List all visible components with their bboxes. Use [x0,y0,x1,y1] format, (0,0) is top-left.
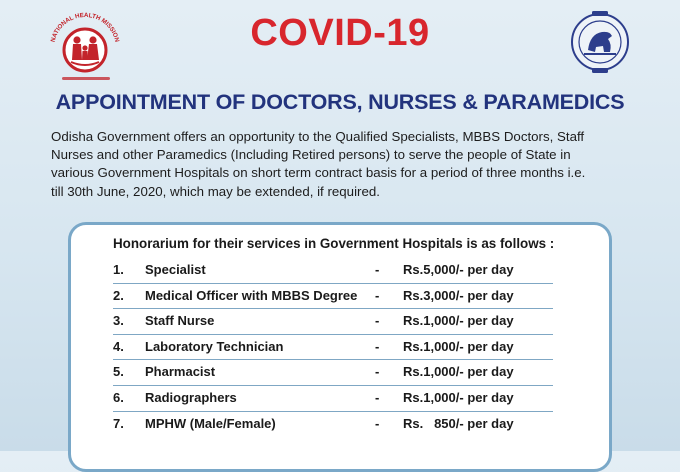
row-separator: - [375,364,380,380]
row-post: Pharmacist [145,364,216,380]
table-row [113,309,553,335]
table-row [113,386,553,412]
page-title: COVID-19 [250,12,430,54]
row-post: Medical Officer with MBBS Degree [145,287,358,303]
row-separator: - [375,415,380,431]
row-rate: Rs.5,000/- per day [403,262,514,277]
row-separator: - [375,338,380,354]
row-number: 1. [113,262,124,277]
svg-text:NATIONAL HEALTH MISSION: NATIONAL HEALTH MISSION [49,11,121,43]
table-row [113,335,553,361]
intro-line: Odisha Government offers an opportunity to the Qualified Specialists, MBBS Doctors, Staff [51,129,585,144]
row-separator: - [375,389,380,405]
row-post: MPHW (Male/Female) [145,415,276,431]
row-rate: Rs.1,000/- per day [403,364,514,380]
row-rate: Rs.3,000/- per day [403,287,514,303]
intro-line: various Government Hospitals on short term contract basis for a period of three months i.e. [51,165,586,181]
row-number: 4. [113,338,124,354]
row-rate: Rs.1,000/- per day [403,389,514,405]
row-rate: Rs.1,000/- per day [403,338,514,354]
row-separator: - [375,287,380,303]
table-row [113,360,553,386]
row-rate: Rs.1,000/- per day [403,313,514,329]
honorarium-heading: Honorarium for their services in Government Hospitals is as follows : [113,236,555,251]
row-number: 6. [113,389,124,405]
page-subtitle: APPOINTMENT OF DOCTORS, NURSES & PARAMEDICS [55,90,625,114]
row-post: Radiographers [145,389,237,405]
nhm-local-text [54,74,118,84]
row-number: 5. [113,364,124,380]
intro-line: till 30th June, 2020, which may be extended, if required. [51,183,380,199]
intro-line: Nurses and other Paramedics (Including Retired persons) to serve the people of State in [51,147,571,163]
row-separator: - [375,262,380,277]
row-number: 3. [113,313,124,329]
table-row [113,258,553,284]
row-rate: Rs. 850/- per day [403,415,514,431]
row-post: Laboratory Technician [145,338,284,354]
row-post: Staff Nurse [145,313,215,329]
row-number: 7. [113,415,124,431]
honorarium-table [113,258,553,436]
row-number: 2. [113,287,124,303]
table-row [113,412,553,437]
table-row [113,284,553,310]
row-separator: - [375,313,380,329]
row-post: Specialist [145,262,206,277]
intro-paragraph [51,128,641,201]
